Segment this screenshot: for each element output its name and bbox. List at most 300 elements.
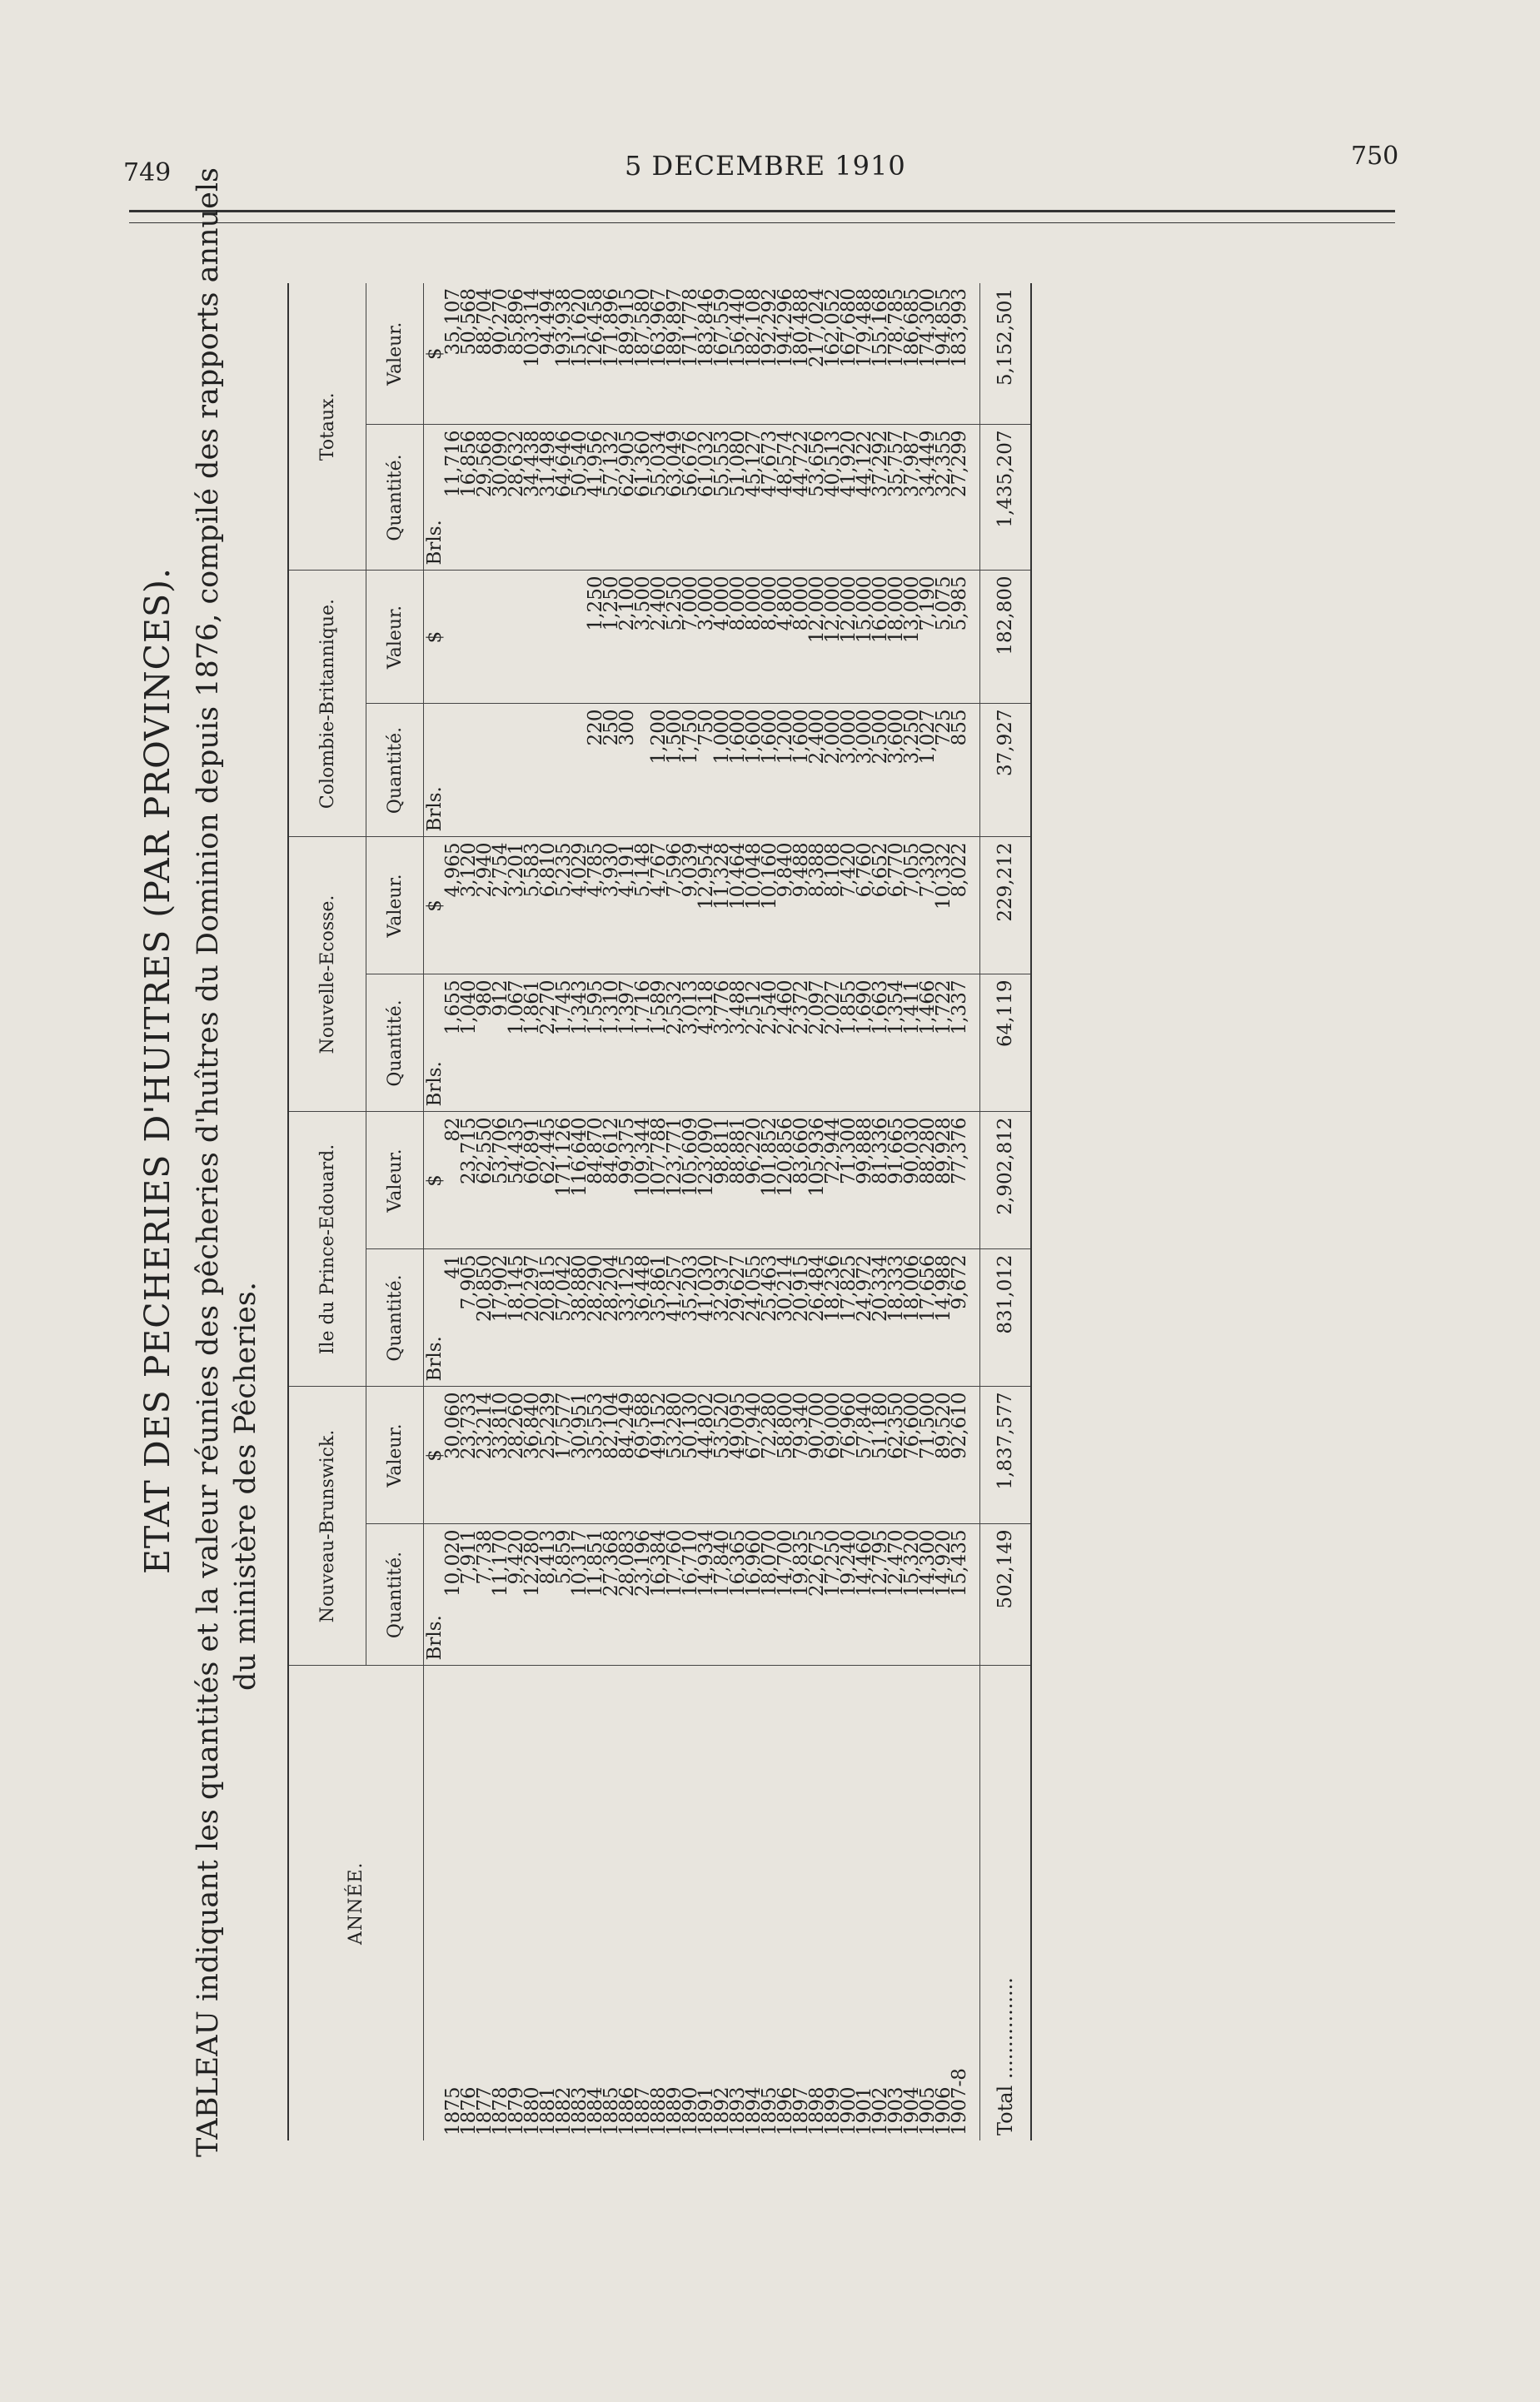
bc-qty-cell: 1,600: [762, 704, 778, 837]
ns-qty-cell: 2,027: [825, 974, 841, 1112]
nb-qty-cell: 14,300: [920, 1524, 936, 1666]
ns-qty-cell: 1,337: [952, 974, 980, 1112]
nb-val-cell: 33,810: [493, 1387, 509, 1524]
totals-qty-cell: 61,360: [635, 425, 651, 571]
table-row: [446, 283, 461, 2140]
year-cell: 1906: [933, 2086, 954, 2135]
pei-val-cell: 54,435: [509, 1112, 525, 1249]
ns-qty-cell: 1,595: [588, 974, 604, 1112]
ns-qty-cell: 3,013: [683, 974, 699, 1112]
table-title: ETAT DES PECHERIES D'HUITRES (PAR PROVINCES).: [137, 566, 177, 1574]
ns-qty-cell: 1,663: [873, 974, 889, 1112]
year-cell: 1896: [775, 2086, 796, 2135]
unit-val: $: [424, 571, 446, 704]
bc-val-cell: 2,100: [620, 571, 635, 704]
nb-qty-cell: 17,250: [825, 1524, 841, 1666]
ns-qty-cell: 1,589: [651, 974, 667, 1112]
ns-val-cell: 12,954: [699, 837, 715, 974]
nb-qty-cell: 5,859: [556, 1524, 572, 1666]
pei-val-cell: 90,030: [905, 1112, 920, 1249]
bc-val-cell: 13,000: [905, 571, 920, 704]
pei-val-cell: 123,771: [667, 1112, 683, 1249]
nb-val-cell: 49,095: [730, 1387, 746, 1524]
bc-qty-cell: 250: [604, 704, 620, 837]
bc-val-cell: [446, 571, 461, 704]
totals-qty-cell: 29,568: [477, 425, 493, 571]
bc-qty-cell: 2,400: [810, 704, 825, 837]
ns-val-cell: 7,420: [841, 837, 857, 974]
year-cell: 1877: [474, 2086, 496, 2135]
totals-qty-cell: 37,987: [905, 425, 920, 571]
ns-qty-cell: 2,097: [810, 974, 825, 1112]
totals-qty-cell: 51,080: [730, 425, 746, 571]
year-cell: 1907-8: [949, 2068, 970, 2135]
nb-val-cell: 69,000: [825, 1387, 841, 1524]
totals-qty-cell: 30,090: [493, 425, 509, 571]
table-row: [620, 283, 635, 2140]
ns-val-cell: 8,108: [825, 837, 841, 974]
sub-header-qty: Quantité.: [366, 974, 424, 1112]
nb-qty-cell: 15,320: [905, 1524, 920, 1666]
nb-qty-cell: 10,317: [572, 1524, 588, 1666]
year-cell: 1904: [901, 2086, 923, 2135]
pei-qty-cell: 9,672: [952, 1249, 980, 1387]
sub-header-qty: Quantité.: [366, 425, 424, 571]
table-row: [841, 283, 857, 2140]
totals-val-cell: 162,052: [825, 283, 841, 425]
year-cell: 1898: [806, 2086, 828, 2135]
page-number-right: 750: [1351, 142, 1399, 171]
bc-qty-cell: 2,500: [873, 704, 889, 837]
year-cell: 1881: [537, 2086, 559, 2135]
pei-qty-cell: 17,656: [920, 1249, 936, 1387]
nb-val-cell: 49,152: [651, 1387, 667, 1524]
pei-val-cell: 84,870: [588, 1112, 604, 1249]
ns-val-cell: 11,328: [715, 837, 730, 974]
nb-val-cell: 30,060: [446, 1387, 461, 1524]
nb-qty-cell: 14,700: [778, 1524, 794, 1666]
sub-header-val: Valeur.: [366, 571, 424, 704]
totals-qty-cell: 44,122: [857, 425, 873, 571]
table-row: [905, 283, 920, 2140]
bc-qty-cell: 2,000: [825, 704, 841, 837]
totals-val-cell: 183,846: [699, 283, 715, 425]
totals-qty-cell: 16,856: [461, 425, 477, 571]
totals-qty-cell: 48,574: [778, 425, 794, 571]
nb-qty-cell: 12,795: [873, 1524, 889, 1666]
pei-qty-cell: 17,825: [841, 1249, 857, 1387]
bc-val-cell: 16,000: [873, 571, 889, 704]
totals-qty-cell: 62,905: [620, 425, 635, 571]
unit-val: $: [424, 283, 446, 425]
ns-qty-cell: 2,372: [794, 974, 810, 1112]
table-row: [525, 283, 541, 2140]
pei-qty-cell: 35,861: [651, 1249, 667, 1387]
ns-val-cell: 2,940: [477, 837, 493, 974]
ns-val-cell: 10,048: [746, 837, 762, 974]
totals-qty-cell: 47,673: [762, 425, 778, 571]
bc-qty-cell: 1,000: [715, 704, 730, 837]
total-row: [980, 283, 1032, 2140]
nb-qty-cell: 22,675: [810, 1524, 825, 1666]
pei-qty-cell: 7,905: [461, 1249, 477, 1387]
totals-qty-cell: 57,132: [604, 425, 620, 571]
nb-qty-cell: 10,020: [446, 1524, 461, 1666]
total-bc-qty: 37,927: [980, 704, 1032, 837]
bc-qty-cell: 3,250: [905, 704, 920, 837]
totals-val-cell: 50,568: [461, 283, 477, 425]
totals-val-cell: 189,897: [667, 283, 683, 425]
nb-val-cell: 69,588: [635, 1387, 651, 1524]
pei-val-cell: 98,811: [715, 1112, 730, 1249]
pei-val-cell: 83,660: [794, 1112, 810, 1249]
nb-val-cell: 67,940: [746, 1387, 762, 1524]
year-cell: 1890: [680, 2086, 701, 2135]
ns-val-cell: 6,652: [873, 837, 889, 974]
table-row: [746, 283, 762, 2140]
totals-qty-cell: 32,355: [936, 425, 952, 571]
totals-qty-cell: 64,646: [556, 425, 572, 571]
totals-qty-cell: 41,956: [588, 425, 604, 571]
bc-qty-cell: [541, 704, 556, 837]
bc-val-cell: 4,800: [778, 571, 794, 704]
page-number-left: 749: [123, 158, 172, 187]
unit-qty: Brls.: [424, 974, 446, 1112]
pei-qty-cell: 14,988: [936, 1249, 952, 1387]
pei-val-cell: 99,375: [620, 1112, 635, 1249]
bc-val-cell: 2,400: [651, 571, 667, 704]
pei-val-cell: 81,336: [873, 1112, 889, 1249]
ns-qty-cell: 1,411: [905, 974, 920, 1112]
nb-qty-cell: 17,840: [715, 1524, 730, 1666]
pei-qty-cell: 25,463: [762, 1249, 778, 1387]
year-cell: 1883: [569, 2086, 591, 2135]
nb-val-cell: 53,520: [715, 1387, 730, 1524]
ns-val-cell: 5,235: [556, 837, 572, 974]
ns-qty-cell: 3,488: [730, 974, 746, 1112]
bc-qty-cell: [446, 704, 461, 837]
pei-qty-cell: 24,972: [857, 1249, 873, 1387]
nb-qty-cell: 23,196: [635, 1524, 651, 1666]
province-header-pei: Ile du Prince-Edouard.: [288, 1112, 366, 1387]
table-row: [651, 283, 667, 2140]
nb-qty-cell: 19,240: [841, 1524, 857, 1666]
ns-qty-cell: 1,343: [572, 974, 588, 1112]
pei-val-cell: 82: [446, 1112, 461, 1249]
bc-qty-cell: 300: [620, 704, 635, 837]
bc-val-cell: 1,250: [588, 571, 604, 704]
table-row: [699, 283, 715, 2140]
bc-qty-cell: [461, 704, 477, 837]
pei-val-cell: 171,126: [556, 1112, 572, 1249]
unit-val: $: [424, 1112, 446, 1249]
pei-val-cell: 72,944: [825, 1112, 841, 1249]
totals-qty-cell: 41,920: [841, 425, 857, 571]
pei-qty-cell: 57,042: [556, 1249, 572, 1387]
bc-val-cell: 7,000: [683, 571, 699, 704]
nb-val-cell: 28,260: [509, 1387, 525, 1524]
nb-qty-cell: 17,760: [667, 1524, 683, 1666]
total-pei-qty: 831,012: [980, 1249, 1032, 1387]
ns-val-cell: 8,388: [810, 837, 825, 974]
totals-val-cell: 187,580: [635, 283, 651, 425]
year-cell: 1878: [490, 2086, 511, 2135]
totals-val-cell: 174,300: [920, 283, 936, 425]
pei-qty-cell: 30,214: [778, 1249, 794, 1387]
pei-qty-cell: 28,204: [604, 1249, 620, 1387]
province-header-bc: Colombie-Britannique.: [288, 571, 366, 837]
bc-qty-cell: 1,600: [794, 704, 810, 837]
nb-val-cell: 90,700: [810, 1387, 825, 1524]
bc-val-cell: [556, 571, 572, 704]
bc-qty-cell: 3,600: [889, 704, 905, 837]
nb-qty-cell: 14,460: [857, 1524, 873, 1666]
year-cell: 1886: [616, 2086, 638, 2135]
year-cell: 1880: [521, 2086, 543, 2135]
totals-qty-cell: 31,498: [541, 425, 556, 571]
nb-val-cell: 25,239: [541, 1387, 556, 1524]
table-row: [936, 283, 952, 2140]
nb-val-cell: 82,104: [604, 1387, 620, 1524]
totals-val-cell: 156,440: [730, 283, 746, 425]
ns-qty-cell: 1,855: [841, 974, 857, 1112]
year-cell: 1895: [759, 2086, 780, 2135]
ns-val-cell: 5,583: [525, 837, 541, 974]
totals-qty-cell: 27,299: [952, 425, 980, 571]
pei-val-cell: 105,609: [683, 1112, 699, 1249]
year-cell: 1875: [442, 2086, 464, 2135]
year-cell: 1887: [632, 2086, 654, 2135]
totals-qty-cell: 56,676: [683, 425, 699, 571]
bc-val-cell: 8,000: [762, 571, 778, 704]
bc-val-cell: 12,000: [825, 571, 841, 704]
ns-qty-cell: 1,861: [525, 974, 541, 1112]
pei-val-cell: 89,928: [936, 1112, 952, 1249]
total-nb-val: 1,837,577: [980, 1387, 1032, 1524]
totals-qty-cell: 45,127: [746, 425, 762, 571]
nb-qty-cell: 28,083: [620, 1524, 635, 1666]
total-ns-qty: 64,119: [980, 974, 1032, 1112]
totals-val-cell: 35,107: [446, 283, 461, 425]
province-header-totals: Totaux.: [288, 283, 366, 571]
ns-val-cell: 6,760: [857, 837, 873, 974]
table-row: [873, 283, 889, 2140]
totals-val-cell: 178,785: [889, 283, 905, 425]
ns-qty-cell: 980: [477, 974, 493, 1112]
ns-val-cell: 9,488: [794, 837, 810, 974]
totals-val-cell: 155,168: [873, 283, 889, 425]
totals-qty-cell: 34,449: [920, 425, 936, 571]
nb-val-cell: 79,340: [794, 1387, 810, 1524]
ns-val-cell: 8,022: [952, 837, 980, 974]
ns-val-cell: 7,055: [905, 837, 920, 974]
table-row: [857, 283, 873, 2140]
ns-val-cell: 7,596: [667, 837, 683, 974]
nb-val-cell: 53,280: [667, 1387, 683, 1524]
province-header-ns: Nouvelle-Ecosse.: [288, 837, 366, 1112]
bc-qty-cell: [493, 704, 509, 837]
totals-qty-cell: 37,292: [873, 425, 889, 571]
pei-qty-cell: 41,030: [699, 1249, 715, 1387]
totals-qty-cell: 11,716: [446, 425, 461, 571]
ns-qty-cell: 2,270: [541, 974, 556, 1112]
nb-val-cell: 23,733: [461, 1387, 477, 1524]
bc-qty-cell: [556, 704, 572, 837]
totals-qty-cell: 55,034: [651, 425, 667, 571]
bc-val-cell: [477, 571, 493, 704]
pei-qty-cell: 38,880: [572, 1249, 588, 1387]
bc-val-cell: 3,000: [699, 571, 715, 704]
ns-val-cell: 10,464: [730, 837, 746, 974]
totals-val-cell: 179,488: [857, 283, 873, 425]
year-cell: 1888: [648, 2086, 670, 2135]
pei-val-cell: 71,300: [841, 1112, 857, 1249]
pei-qty-cell: 36,448: [635, 1249, 651, 1387]
bc-val-cell: 12,000: [841, 571, 857, 704]
pei-qty-cell: 24,055: [746, 1249, 762, 1387]
total-bc-val: 182,800: [980, 571, 1032, 704]
nb-val-cell: 84,249: [620, 1387, 635, 1524]
year-cell: 1891: [695, 2086, 717, 2135]
pei-val-cell: 91,665: [889, 1112, 905, 1249]
rotated-table-block: [121, 150, 1366, 2157]
nb-qty-cell: 14,934: [699, 1524, 715, 1666]
pei-qty-cell: 18,145: [509, 1249, 525, 1387]
nb-qty-cell: 15,435: [952, 1524, 980, 1666]
nb-val-cell: 57,840: [857, 1387, 873, 1524]
table-row: [572, 283, 588, 2140]
bc-val-cell: 5,075: [936, 571, 952, 704]
bc-val-cell: 8,000: [746, 571, 762, 704]
bc-val-cell: [493, 571, 509, 704]
nb-qty-cell: 16,365: [730, 1524, 746, 1666]
ns-qty-cell: 1,655: [446, 974, 461, 1112]
totals-val-cell: 180,488: [794, 283, 810, 425]
ns-val-cell: 3,930: [604, 837, 620, 974]
bc-val-cell: [509, 571, 525, 704]
nb-qty-cell: 14,920: [936, 1524, 952, 1666]
table-row: [477, 283, 493, 2140]
ns-val-cell: 5,148: [635, 837, 651, 974]
pei-qty-cell: 18,236: [825, 1249, 841, 1387]
pei-val-cell: 53,706: [493, 1112, 509, 1249]
table-row: [825, 283, 841, 2140]
pei-val-cell: 107,788: [651, 1112, 667, 1249]
ns-qty-cell: 1,354: [889, 974, 905, 1112]
bc-val-cell: [541, 571, 556, 704]
year-cell: 1894: [743, 2086, 765, 2135]
table-row: [730, 283, 746, 2140]
pei-qty-cell: 17,902: [493, 1249, 509, 1387]
table-row: [810, 283, 825, 2140]
bc-val-cell: 12,000: [810, 571, 825, 704]
bc-val-cell: 15,000: [857, 571, 873, 704]
year-cell: 1893: [727, 2086, 749, 2135]
totals-val-cell: 163,967: [651, 283, 667, 425]
nb-val-cell: 17,577: [556, 1387, 572, 1524]
bc-qty-cell: 220: [588, 704, 604, 837]
total-totals-qty: 1,435,207: [980, 425, 1032, 571]
pei-qty-cell: 18,006: [905, 1249, 920, 1387]
pei-val-cell: 62,445: [541, 1112, 556, 1249]
nb-qty-cell: 9,420: [509, 1524, 525, 1666]
table-row: [952, 283, 980, 2140]
nb-val-cell: 30,951: [572, 1387, 588, 1524]
sub-header-val: Valeur.: [366, 283, 424, 425]
pei-qty-cell: 32,937: [715, 1249, 730, 1387]
nb-qty-cell: 16,960: [746, 1524, 762, 1666]
unit-val: $: [424, 1387, 446, 1524]
totals-val-cell: 186,685: [905, 283, 920, 425]
total-nb-qty: 502,149: [980, 1524, 1032, 1666]
totals-val-cell: 193,938: [556, 283, 572, 425]
pei-qty-cell: 33,125: [620, 1249, 635, 1387]
totals-qty-cell: 63,049: [667, 425, 683, 571]
ns-val-cell: 7,330: [920, 837, 936, 974]
totals-val-cell: 194,296: [778, 283, 794, 425]
nb-val-cell: 44,802: [699, 1387, 715, 1524]
totals-qty-cell: 28,632: [509, 425, 525, 571]
ns-qty-cell: 4,318: [699, 974, 715, 1112]
bc-val-cell: 8,000: [730, 571, 746, 704]
totals-val-cell: 189,915: [620, 283, 635, 425]
ns-qty-cell: 2,512: [746, 974, 762, 1112]
nb-qty-cell: 12,470: [889, 1524, 905, 1666]
ns-qty-cell: 1,397: [620, 974, 635, 1112]
ns-qty-cell: 1,040: [461, 974, 477, 1112]
nb-qty-cell: 12,280: [525, 1524, 541, 1666]
nb-val-cell: 51,180: [873, 1387, 889, 1524]
nb-val-cell: 89,520: [936, 1387, 952, 1524]
bc-qty-cell: 3,000: [841, 704, 857, 837]
unit-qty: Brls.: [424, 1524, 446, 1666]
pei-qty-cell: 20,850: [477, 1249, 493, 1387]
pei-val-cell: 62,550: [477, 1112, 493, 1249]
pei-val-cell: 60,891: [525, 1112, 541, 1249]
unit-row: [424, 283, 446, 2140]
totals-val-cell: 103,314: [525, 283, 541, 425]
table-row: [556, 283, 572, 2140]
pei-qty-cell: 26,484: [810, 1249, 825, 1387]
bc-qty-cell: 1,600: [746, 704, 762, 837]
table-body: [424, 283, 980, 2140]
pei-val-cell: 109,344: [635, 1112, 651, 1249]
pei-val-cell: 23,715: [461, 1112, 477, 1249]
bc-qty-cell: 3,000: [857, 704, 873, 837]
bc-qty-cell: 1,600: [730, 704, 746, 837]
table-subtitle-line2: du ministère des Pêcheries.: [229, 1282, 262, 1691]
bc-qty-cell: 855: [952, 704, 980, 837]
year-cell: 1899: [822, 2086, 844, 2135]
nb-val-cell: 76,960: [841, 1387, 857, 1524]
bc-val-cell: 18,000: [889, 571, 905, 704]
ns-val-cell: 4,965: [446, 837, 461, 974]
unit-val: $: [424, 837, 446, 974]
totals-val-cell: 88,704: [477, 283, 493, 425]
table-row: [715, 283, 730, 2140]
bc-val-cell: 1,250: [604, 571, 620, 704]
ns-qty-cell: 912: [493, 974, 509, 1112]
page-date: 5 DECEMBRE 1910: [625, 150, 906, 182]
nb-val-cell: 76,600: [905, 1387, 920, 1524]
totals-val-cell: 126,458: [588, 283, 604, 425]
totals-val-cell: 90,270: [493, 283, 509, 425]
totals-qty-cell: 53,656: [810, 425, 825, 571]
pei-qty-cell: 20,815: [541, 1249, 556, 1387]
total-ns-val: 229,212: [980, 837, 1032, 974]
totals-qty-cell: 61,032: [699, 425, 715, 571]
sub-header-qty: Quantité.: [366, 1524, 424, 1666]
